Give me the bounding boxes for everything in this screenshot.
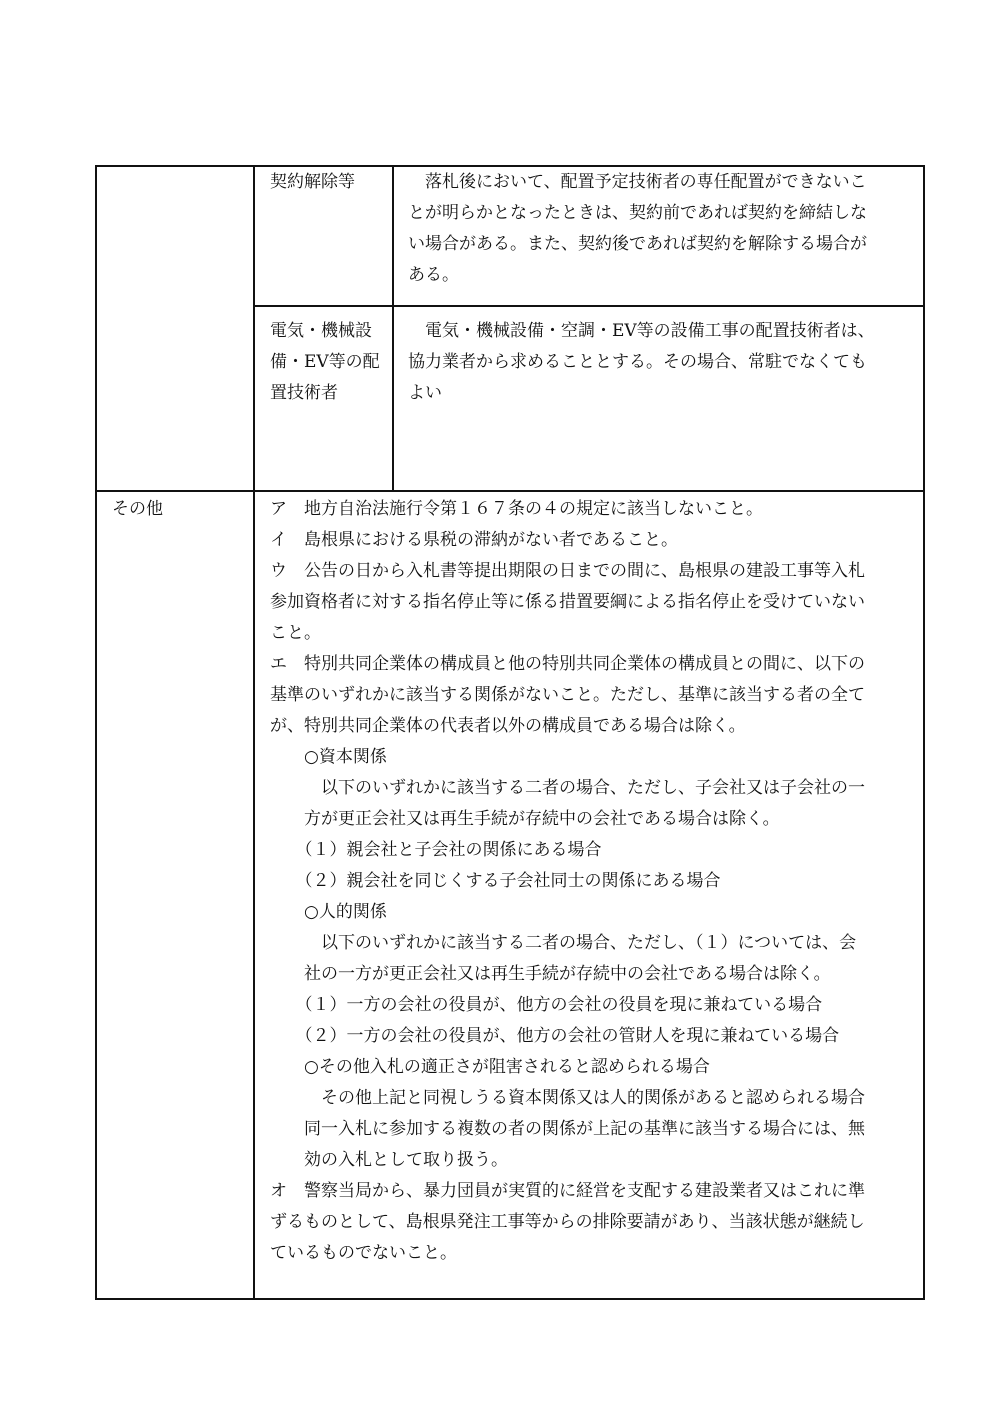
content-line: 効の入札として取り扱う。 [270, 1150, 508, 1170]
other-label: その他 [112, 499, 163, 519]
label-line: 備・EV等の配 [270, 352, 380, 372]
content-line: （２）親会社を同じくする子会社同士の関係にある場合 [270, 871, 721, 891]
content-line: ○その他入札の適正さが阻害されると認められる場合 [270, 1057, 710, 1077]
content-line: よい [408, 383, 442, 403]
content-line: 社の一方が更正会社又は再生手続が存続中の会社である場合は除く。 [270, 964, 831, 984]
content-line: オ 警察当局から、暴力団員が実質的に経営を支配する建設業者又はこれに準 [270, 1181, 865, 1201]
content-line: （１）一方の会社の役員が、他方の会社の役員を現に兼ねている場合 [270, 995, 823, 1015]
column-divider-2 [392, 165, 394, 491]
content-line: こと。 [270, 623, 321, 643]
content-line: 方が更正会社又は再生手続が存続中の会社である場合は除く。 [270, 809, 780, 829]
content-line: 以下のいずれかに該当する二者の場合、ただし、子会社又は子会社の一 [270, 778, 865, 798]
content-line: エ 特別共同企業体の構成員と他の特別共同企業体の構成員との間に、以下の [270, 654, 865, 674]
content-line: その他上記と同視しうる資本関係又は人的関係があると認められる場合 [270, 1088, 865, 1108]
content-line: イ 島根県における県税の滞納がない者であること。 [270, 530, 678, 550]
content-line: 基準のいずれかに該当する関係がないこと。ただし、基準に該当する者の全て [270, 685, 865, 705]
content-line: （２）一方の会社の役員が、他方の会社の管財人を現に兼ねている場合 [270, 1026, 840, 1046]
content-line: 同一入札に参加する複数の者の関係が上記の基準に該当する場合には、無 [270, 1119, 865, 1139]
label-line: 置技術者 [270, 383, 338, 403]
content-line: ある。 [408, 265, 459, 285]
content-line: ア 地方自治法施行令第１６７条の４の規定に該当しないこと。 [270, 499, 763, 519]
content-line: とが明らかとなったときは、契約前であれば契約を締結しな [408, 203, 867, 223]
content-line: 協力業者から求めることとする。その場合、常駐でなくても [408, 352, 867, 372]
content-line: が、特別共同企業体の代表者以外の構成員である場合は除く。 [270, 716, 746, 736]
content-line: ずるものとして、島根県発注工事等からの排除要請があり、当該状態が継続し [270, 1212, 865, 1232]
label-line: 電気・機械設 [270, 321, 372, 341]
content-line: ○人的関係 [270, 902, 387, 922]
content-line: ○資本関係 [270, 747, 387, 767]
content-line: ているものでないこと。 [270, 1243, 457, 1263]
content-line: 参加資格者に対する指名停止等に係る措置要綱による指名停止を受けていない [270, 592, 865, 612]
content-line: 以下のいずれかに該当する二者の場合、ただし、（１）については、会 [270, 933, 857, 953]
row-divider [95, 490, 925, 492]
content-line: 電気・機械設備・空調・EV等の設備工事の配置技術者は、 [408, 321, 875, 341]
content-line: 落札後において、配置予定技術者の専任配置ができないこ [408, 172, 867, 192]
content-line: ウ 公告の日から入札書等提出期限の日までの間に、島根県の建設工事等入札 [270, 561, 865, 581]
column-divider-1 [253, 165, 255, 1300]
content-line: い場合がある。また、契約後であれば契約を解除する場合が [408, 234, 867, 254]
content-line: （１）親会社と子会社の関係にある場合 [270, 840, 602, 860]
contract-cancel-label: 契約解除等 [270, 172, 355, 192]
sub-row-divider [253, 305, 925, 307]
other-content [270, 494, 910, 1269]
